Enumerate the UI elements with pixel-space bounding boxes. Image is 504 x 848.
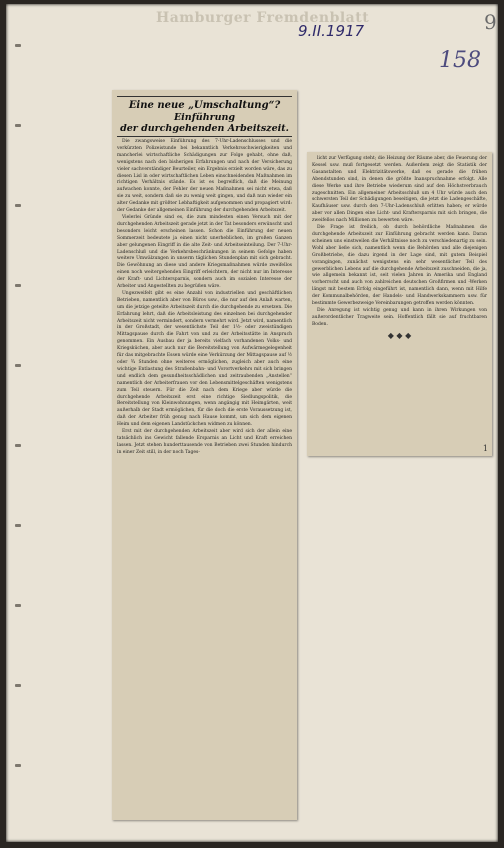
paragraph: Vielerlei Gründe sind es, die zum mindesten einen Versuch mit der durchgehenden Arbeitszeit gerade jetzt in der Tat besonders erwünscht und besonders leicht erscheinen lassen. Schon die Einführung der neuen Sommerzeit bedeutete ja einen nicht unerheblichen, im großen Ganzen aber gelungenen Eingriff in die alte Zeit- und Arbeitseinteilung. Der 7-Uhr-Ladenschluß und die Verkehrsbeschränkungen in seinem Gefolge haben weitere Umwälzungen in unserm täglichen Stundenplan mit sich gebracht. Die Gewöhnung an diese und andere Kriegsmaßnahmen würde zweifellos einen noch weitergehenden Eingriff erleichtern, der nicht nur im Interesse der Kraft- und Lichtersparnis, sondern auch im sozialen Interesse der Arbeiter und Angestellten zu begrüßen wäre. <box>117 214 292 290</box>
subhead-2: der durchgehenden Arbeitszeit. <box>120 123 289 134</box>
article-body-left <box>117 139 292 457</box>
archive-sheet <box>6 4 498 842</box>
paragraph: licht zur Verfügung steht; die Heizung der Räume aber, die Feuerung der Kessel usw. muß fortgesetzt werden. Außerdem zeigt die Statistik der Gasanstalten und Elektrizitätswerke, daß es gerade die frühen Abendstunden sind, in denen die größte Inanspruchnahme erfolgt. Alle diese Werke und ihre Betriebe wiederum sind auf den Höchstverbrauch zugeschnitten. Ein allgemeiner Arbeitsschluß um 4 Uhr würde auch den schwersten Teil der Schädigungen beseitigen, die jetzt die Ladengeschäfte, Kaufhäuser usw. durch den 7-Uhr-Ladenschluß erlitten haben; er würde aber vor allen Dingen eine Licht- und Kraftersparnis mit sich bringen, die zweifellos nach Millionen zu bewerten wäre. <box>312 156 487 224</box>
paragraph: Die Frage ist freilich, ob durch behördliche Maßnahmen die durchgehende Arbeitszeit zur Einführung gebracht werden kann. Daran scheinen uns einstweilen die Verhältnisse noch zu verschiedenartig zu sein. Wohl aber ließe sich, namentlich wenn die Behörden und alle diejenigen Großbetriebe, die dazu irgend in der Lage sind, mit gutem Beispiel vorangingen, zunächst wenigstens ein sehr wesentlicher Teil des gewerblichen Lebens auf die durchgehende Arbeitszeit zuschneiden, die ja, wie allgemein bekannt ist, seit vielen Jahren in Amerika und England vorherrscht und auch von zahlreichen deutschen Großfirmen und -Werken längst mit bestem Erfolg eingeführt ist, namentlich dann, wenn mit Hilfe der Kommunalbehörden, der Handels- und Handwerkskammern usw. für bestimmte Gewerbezweige Vereinbarungen getroffen werden könnten. <box>312 225 487 307</box>
paragraph: Die zwangsweise Einführung des 7-Uhr-Ladenschlusses und die verkürzten Polizeistunde bei bekanntlich Verkehrsschwierigkeiten und mancherlei wirtschaftliche Schädigungen zur Folge gehabt, ohne daß, wenigstens nach den bisherigen Erfahrungen und nach der Versicherung vieler sachverständiger Beurteiler, ein Ergebnis erzielt worden wäre, das zu diesen Lisl in oder wirtschaftlichen Leben einschneidenden Maßnahmen im richtigen Verhältnis stände. Es ist es begreiflich, daß die Meinung aufwachen konnte, der Fehler der neuen Maßnahmen sei nicht etwa, daß sie zu weit, sondern daß sie zu wenig weit gingen, und daß nun wieder ein alter Gedanke mit größter Lebhaftigkeit aufgenommen und propagiert wird: der Gedanke der allgemeinen Einführung der durchgehenden Arbeitszeit. <box>117 139 292 214</box>
newspaper-header: Hamburger Fremdenblatt <box>156 10 370 26</box>
binding-holes <box>6 4 28 842</box>
divider <box>117 136 292 137</box>
headline: Eine neue „Umschaltung“? <box>128 100 281 111</box>
paragraph: Die Anregung ist wichtig genug und kann in ihren Wirkungen von außerordentlicher Tragweite sein. Hoffentlich fällt sie auf fruchtbaren Boden. <box>312 307 487 327</box>
reference-number: 158 <box>439 48 481 73</box>
subhead-1: Einführung <box>173 112 236 123</box>
clipping-left <box>112 90 297 820</box>
divider <box>117 96 292 97</box>
end-ornament: ◆ ◆ ◆ <box>387 330 412 340</box>
paragraph: Ungezweifelt gibt es eine Anzahl von industriellen und geschäftlichen Betrieben, namentlich aber von Büros usw., die nur auf den Anlaß warten, um die jetzige geteilte Arbeitszeit durch die durchgehende zu ersetzen. Die Erfahrung lehrt, daß die Arbeitsleistung des einzelnen bei durchgehender Arbeitszeit nicht vermindert, sondern vermehrt wird. Jetzt wird, namentlich in der Großstadt, der wesentlichste Teil der 1½- oder zweistündigen Mittagspause durch die Fahrt von und zu der Arbeitsstätte in Anspruch genommen. Ein Ausbau der ja bereits vielfach vorhandenen Volks- und Kriegsküchen, aber auch nur die Bereitstellung von Aufwärmegelegenheit für das mitgebrachte Essen würde eine Verkürzung der Mittagspause auf ½ oder ¾ Stunden ohne weiteres ermöglichen, zugleich aber auch eine wichtige Entlastung des Straßenbahn- und Vorortverkehrs mit sich bringen und endlich dem gesundheitsschädlichen und zeitraubenden „Anstellen“ namentlich der Arbeiterfrauen vor den Lebensmittelgeschäften wenigstens zum Teil steuern. Für die Zeit nach dem Kriege aber würde die durchgehende Arbeitszeit erst eine richtige Siedlungspolitik, die Bereitstellung von Kleinwohnungen, wenn angängig mit Heimgärten, weit außerhalb der Stadt ermöglichen, für die doch die erste Voraussetzung ist, daß der Arbeiter früh genug nach Hause kommt, um sich dem eigenen Heim und dem eigenen Landstückchen widmen zu können. <box>117 290 292 428</box>
sheet-number: 9 <box>484 10 497 34</box>
article-body-right <box>312 156 487 329</box>
paragraph: Erst mit der durchgehenden Arbeitszeit aber wird sich der allein eine tatsächlich ins Gewicht fallende Ersparnis an Licht und Kraft erreichen lassen. Jetzt stehen hunderttausende von Betrieben zwei Stunden hindurch in einer Zeit still, in der noch Tages- <box>117 429 292 455</box>
handwritten-date: 9.II.1917 <box>298 22 365 40</box>
corner-mark: 1 <box>482 444 488 453</box>
clipping-right <box>307 152 492 456</box>
